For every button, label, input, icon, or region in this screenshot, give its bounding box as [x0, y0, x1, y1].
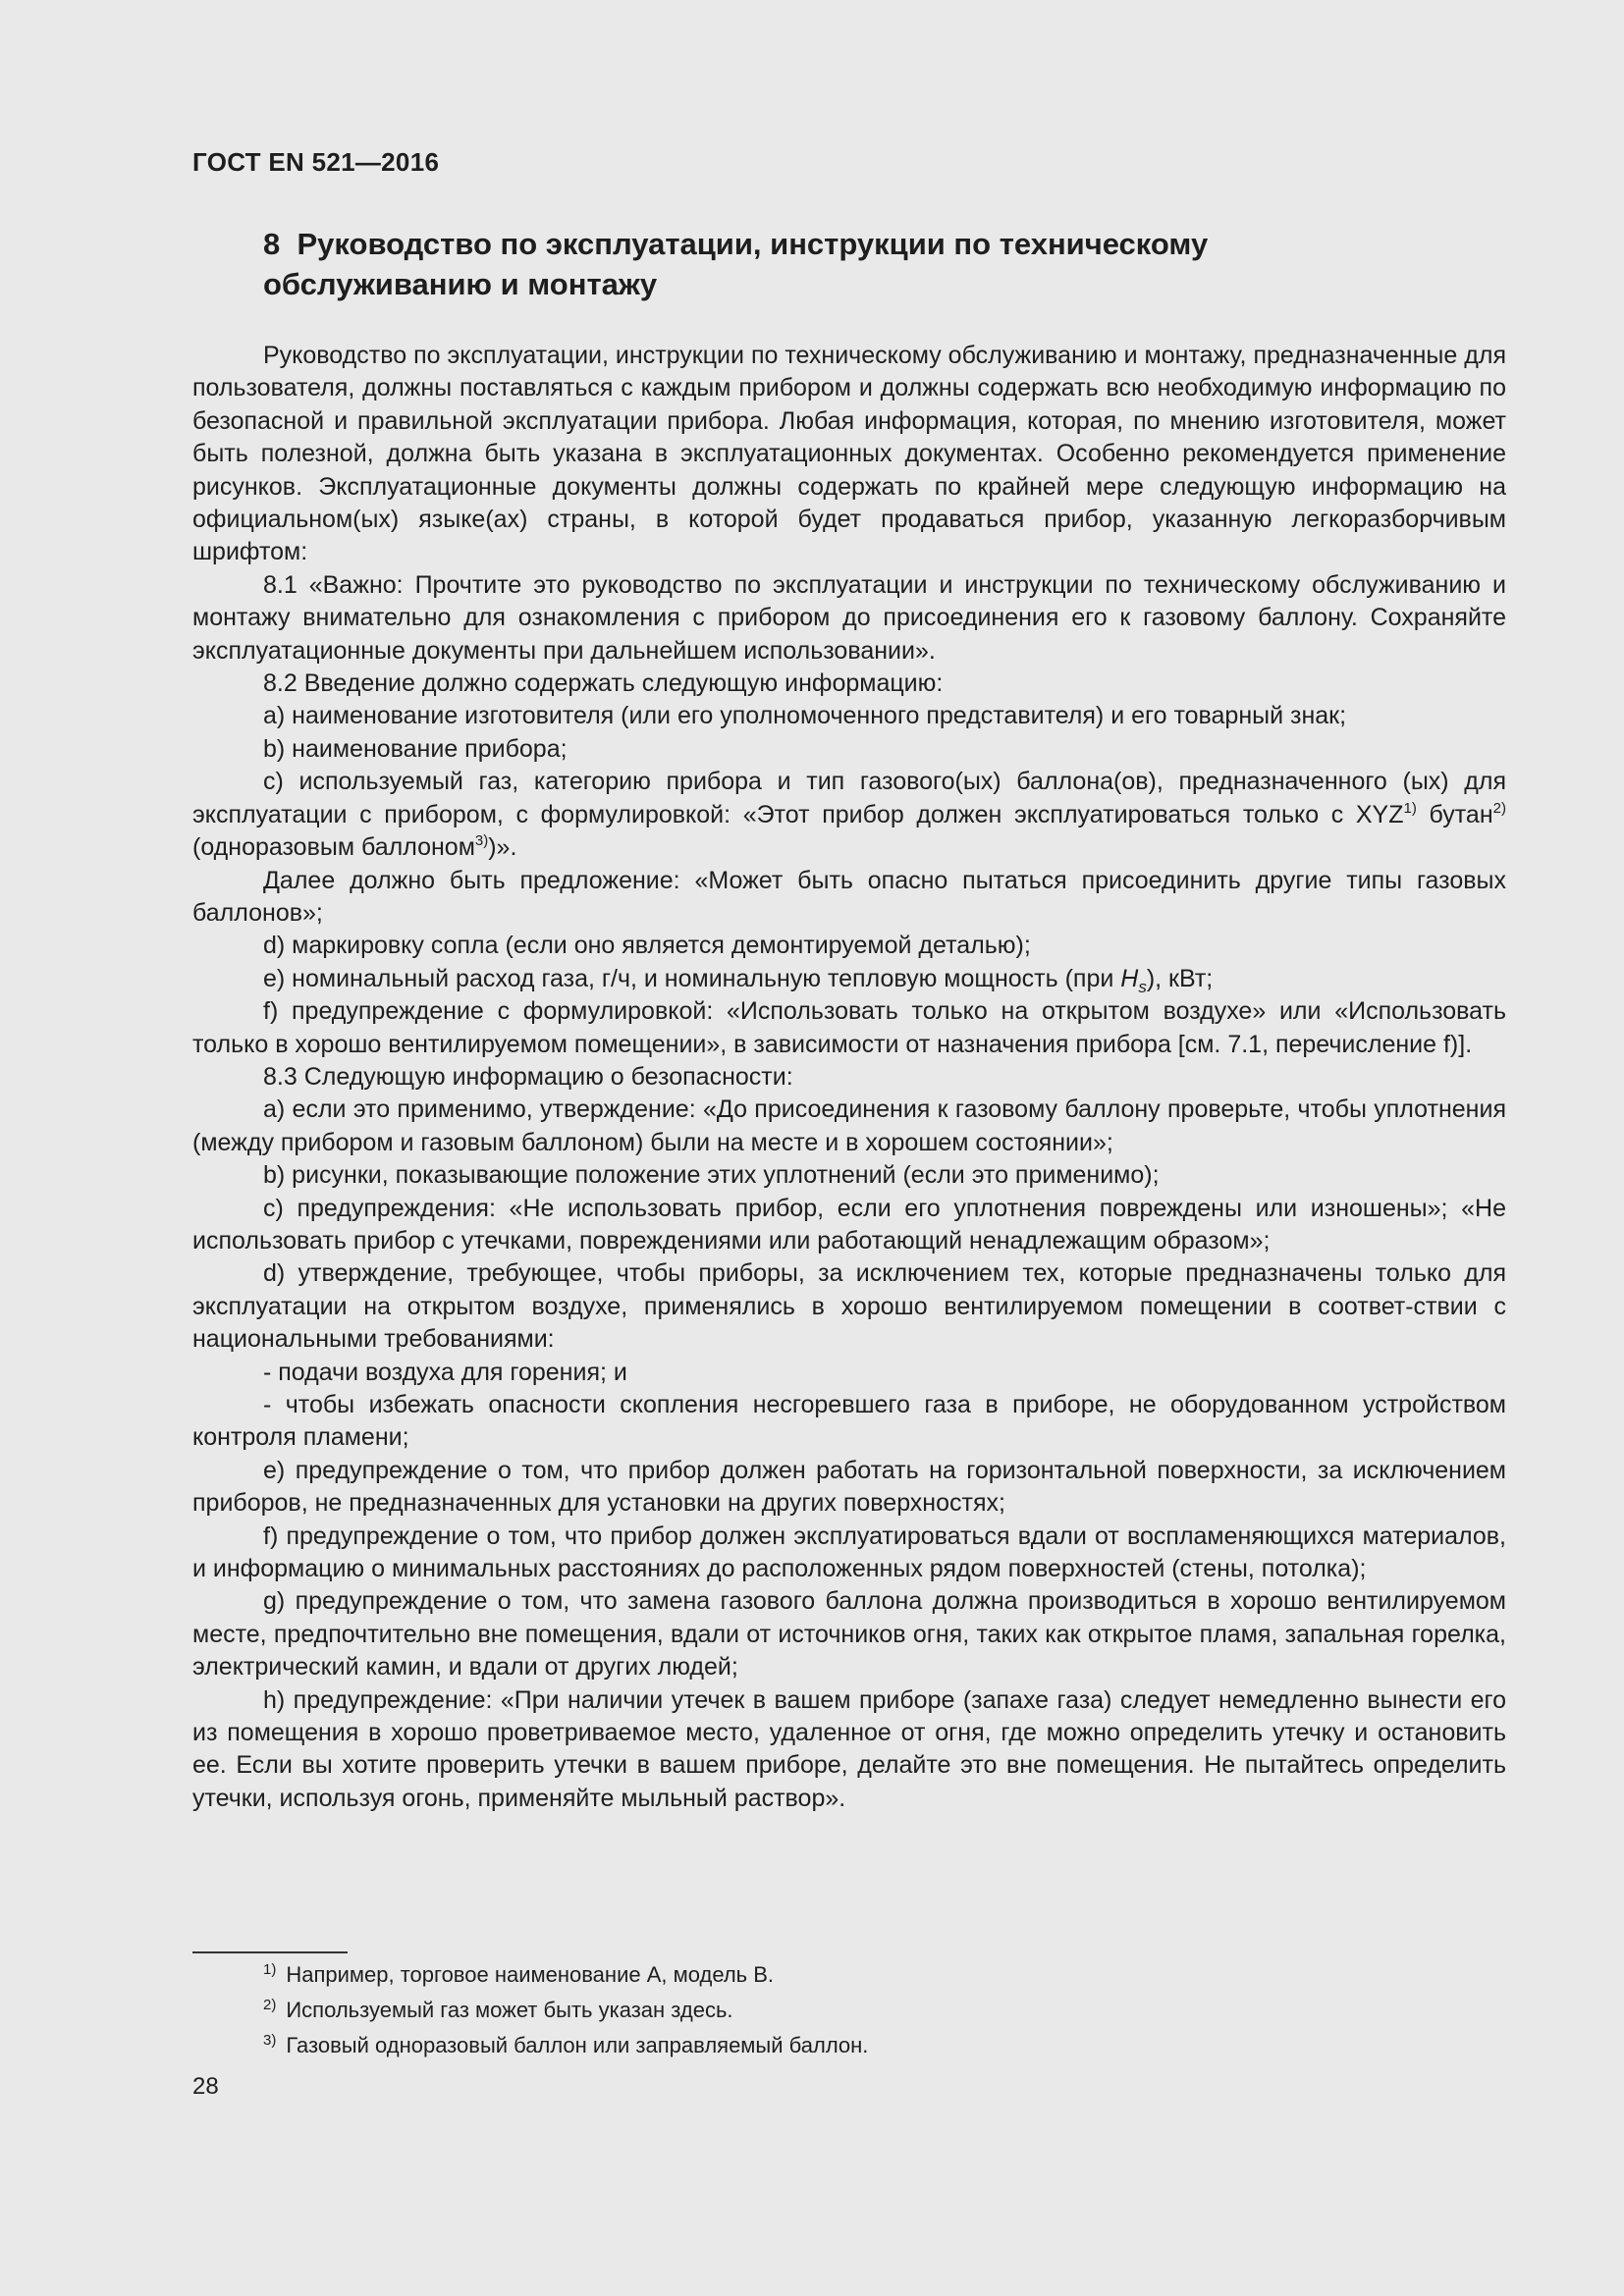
- clause-8-1: 8.1 «Важно: Прочтите это руководство по эксплуатации и инструкции по техническому обслуживанию и монтажу внимательно для ознакомления с прибором до присоединения его к газовому баллону. Сохраняйте эксплуатационные документы при дальнейшем использовании».: [192, 570, 1506, 665]
- section-number: 8: [263, 227, 281, 261]
- clause-8-3-c: c) предупреждения: «Не использовать прибор, если его уплотнения повреждены или изношены»; «Не использовать прибор с утечками, повреждениями или работающий ненадлежащим образом»;: [192, 1194, 1506, 1255]
- clause-8-2-c-text-3: (одноразовым баллоном: [192, 833, 475, 862]
- clause-8-3-d-item-1: - подачи воздуха для горения; и: [263, 1358, 627, 1386]
- footnote-3: [263, 2028, 1441, 2063]
- heat-value-symbol: H: [1120, 964, 1139, 992]
- footnote-ref-2: 2): [1492, 799, 1506, 817]
- footnote-2-text: Используемый газ может быть указан здесь.: [286, 1998, 733, 2022]
- clause-8-2-b: b) наименование прибора;: [263, 734, 568, 763]
- footnote-1-mark: 1): [263, 1961, 277, 1978]
- footnote-2: [263, 1993, 1441, 2028]
- standard-header: ГОСТ EN 521—2016: [192, 147, 440, 177]
- footnote-2-mark: 2): [263, 1997, 277, 2013]
- clause-8-3-g: g) предупреждение о том, что замена газового баллона должна производиться в хорошо вентилируемом месте, предпочтительно вне помещения, вдали от источников огня, таких как открытое пламя, запальная горелка, электрический камин, и вдали от других людей;: [192, 1587, 1506, 1682]
- clause-8-2-c: [192, 766, 1506, 864]
- footnote-1: [263, 1957, 1441, 1993]
- footnote-ref-3: 3): [474, 832, 489, 850]
- clause-8-2-e-text-1: e) номинальный расход газа, г/ч, и номинальную тепловую мощность (при: [263, 964, 1121, 992]
- clause-8-3-d: d) утверждение, требующее, чтобы приборы, за исключением тех, которые предназначены только для эксплуатации на открытом воздухе, применялись в хорошо вентилируемом помещении в соответ-ствии с национальными требованиями:: [192, 1259, 1506, 1354]
- clause-8-2: 8.2 Введение должно содержать следующую информацию:: [263, 669, 944, 698]
- intro-paragraph: Руководство по эксплуатации, инструкции по техническому обслуживанию и монтажу, предназначенные для пользователя, должны поставляться с каждым прибором и должны содержать всю необходимую информацию по безопасной и правильной эксплуатации прибора. Любая информация, которая, по мнению изготовителя, может быть полезной, должна быть указана в эксплуатационных документах. Особенно рекомендуется применение рисунков. Эксплуатационные документы должны содержать по крайней мере следующую информацию на официальном(ых) языке(ах) страны, в которой будет продаваться прибор, указанную легкоразборчивым шрифтом:: [192, 342, 1506, 566]
- clause-8-3-a: a) если это применимо, утверждение: «До присоединения к газовому баллону проверьте, чтобы уплотнения (между прибором и газовым баллоном) были на месте и в хорошем состоянии»;: [192, 1095, 1506, 1156]
- clause-8-2-e: [192, 963, 1506, 995]
- page-number: 28: [192, 2073, 219, 2100]
- clause-8-2-c-text-1: c) используемый газ, категорию прибора и тип газового(ых) баллона(ов), предназначенного (ых) для эксплуатации с прибором, с формулировкой: «Этот прибор должен эксплуатироваться только с XYZ: [192, 768, 1506, 828]
- section-body: [192, 340, 1506, 1815]
- clause-8-2-c-text-4: )».: [488, 833, 517, 862]
- section-heading: [263, 224, 1343, 304]
- clause-8-3: 8.3 Следующую информацию о безопасности:: [263, 1062, 793, 1091]
- clause-8-3-f: f) предупреждение о том, что прибор должен эксплуатироваться вдали от воспламеняющихся материалов, и информацию о минимальных расстояниях до расположенных рядом поверхностей (стены, потолка);: [192, 1522, 1506, 1583]
- clause-8-2-c-text-2: бутан: [1416, 800, 1493, 828]
- footnote-3-text: Газовый одноразовый баллон или заправляемый баллон.: [286, 2033, 869, 2057]
- footnote-ref-1: 1): [1403, 799, 1417, 817]
- clause-8-2-f: f) предупреждение с формулировкой: «Использовать только на открытом воздухе» или «Использовать только в хорошо вентилируемом помещении», в зависимости от назначения прибора [см. 7.1, перечисление f)].: [192, 997, 1506, 1058]
- clause-8-2-next: Далее должно быть предложение: «Может быть опасно пытаться присоединить другие типы газовых баллонов»;: [192, 866, 1506, 927]
- clause-8-3-e: e) предупреждение о том, что прибор должен работать на горизонтальной поверхности, за исключением приборов, не предназначенных для установки на других поверхностях;: [192, 1456, 1506, 1518]
- heat-value-subscript: s: [1138, 977, 1147, 996]
- section-title-text: Руководство по эксплуатации, инструкции по техническому обслуживанию и монтажу: [263, 227, 1209, 301]
- footnote-separator: [192, 1951, 348, 1953]
- clause-8-2-a: a) наименование изготовителя (или его уполномоченного представителя) и его товарный знак;: [263, 702, 1347, 730]
- clause-8-2-e-text-2: ), кВт;: [1146, 964, 1214, 992]
- footnote-1-text: Например, торговое наименование А, модель В.: [286, 1962, 775, 1987]
- clause-8-3-h: h) предупреждение: «При наличии утечек в вашем приборе (запахе газа) следует немедленно вынести его из помещения в хорошо проветриваемое место, удаленное от огня, где можно определить утечку и остановить ее. Если вы хотите проверить утечки в вашем приборе, делайте это вне помещения. Не пытайтесь определить утечки, используя огонь, применяйте мыльный раствор».: [192, 1685, 1506, 1812]
- clause-8-3-b: b) рисунки, показывающие положение этих уплотнений (если это применимо);: [263, 1161, 1160, 1190]
- clause-8-3-d-item-2: - чтобы избежать опасности скопления несгоревшего газа в приборе, не оборудованном устройством контроля пламени;: [192, 1391, 1506, 1452]
- footnotes: [263, 1957, 1441, 2063]
- clause-8-2-d: d) маркировку сопла (если оно является демонтируемой деталью);: [263, 932, 1031, 960]
- footnote-3-mark: 3): [263, 2032, 277, 2049]
